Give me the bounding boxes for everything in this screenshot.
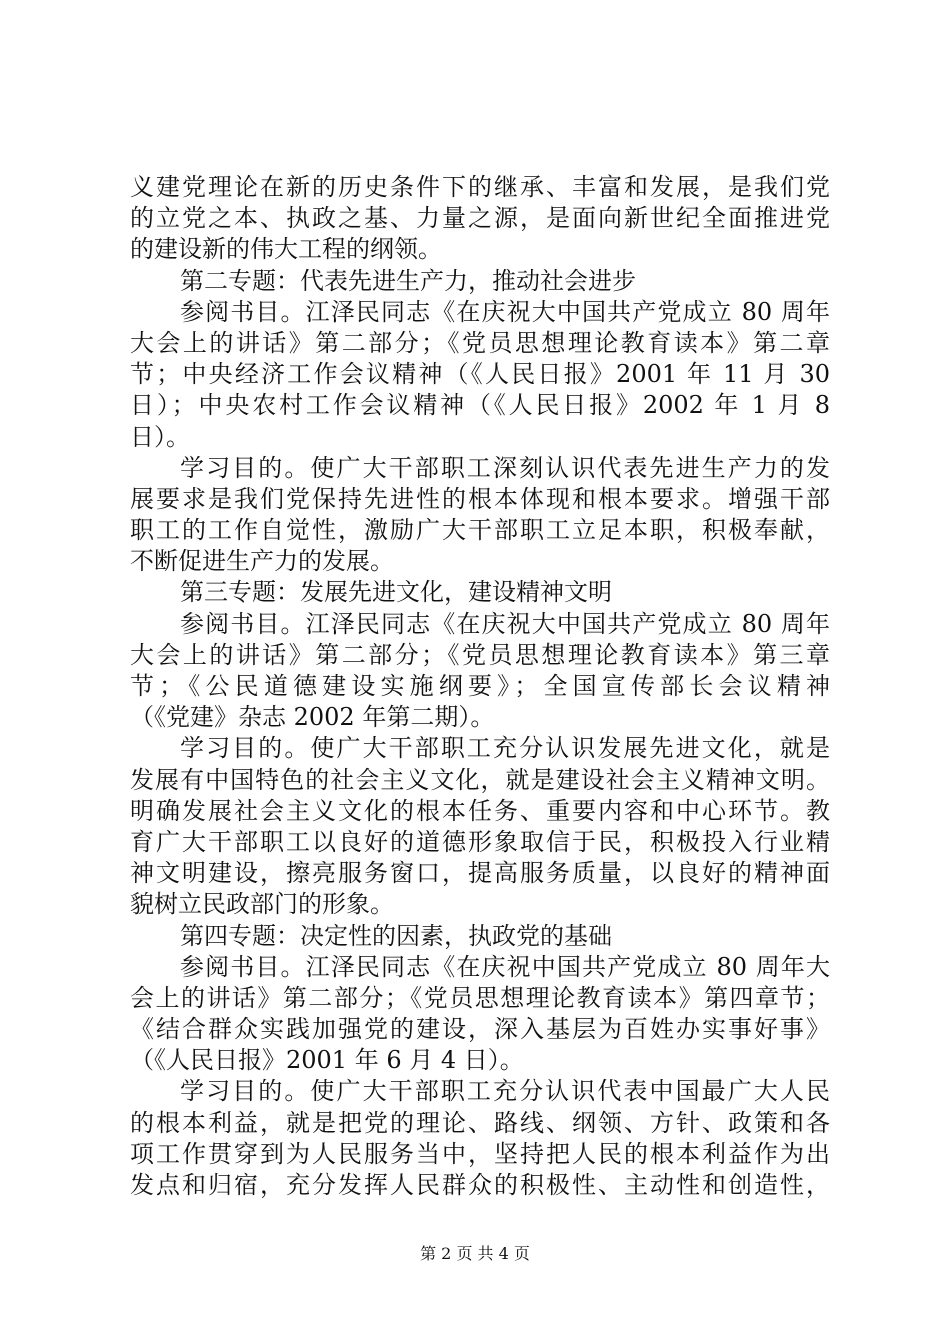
text-line: 发展有中国特色的社会主义文化，就是建设社会主义精神文明。 (130, 765, 830, 794)
text-line: （《人民日报》2001 年 6 月 4 日）。 (130, 1046, 524, 1075)
text-line: 项工作贯穿到为人民服务当中，坚持把人民的根本利益作为出 (130, 1139, 830, 1168)
text-line: 参阅书目。江泽民同志《在庆祝中国共产党成立 80 周年大 (180, 952, 830, 981)
text-line: 会上的讲话》第二部分；《党员思想理论教育读本》第四章节； (130, 983, 830, 1012)
text-line: 日）；中央农村工作会议精神（《人民日报》2002 年 1 月 8 (130, 391, 830, 420)
text-line: 节；《公民道德建设实施纲要》；全国宣传部长会议精神 (130, 672, 830, 700)
text-line: 《结合群众实践加强党的建设，深入基层为百姓办实事好事》 (130, 1015, 830, 1044)
text-line: 不断促进生产力的发展。 (130, 547, 394, 576)
text-line: 育广大干部职工以良好的道德形象取信于民，积极投入行业精 (130, 827, 830, 856)
text-line: 学习目的。使广大干部职工充分认识代表中国最广大人民 (180, 1077, 830, 1106)
text-line: 展要求是我们党保持先进性的根本体现和根本要求。增强干部 (130, 484, 830, 513)
text-line: 貌树立民政部门的形象。 (130, 890, 394, 919)
text-line: 神文明建设，擦亮服务窗口，提高服务质量，以良好的精神面 (130, 859, 830, 888)
text-line: 职工的工作自觉性，激励广大干部职工立足本职，积极奉献， (130, 516, 830, 545)
page-footer: 第 2 页 共 4 页 (420, 1244, 530, 1263)
text-line: 参阅书目。江泽民同志《在庆祝大中国共产党成立 80 周年 (180, 609, 830, 638)
text-line: 节；中央经济工作会议精神（《人民日报》2001 年 11 月 30 (130, 360, 830, 389)
text-line: 义建党理论在新的历史条件下的继承、丰富和发展，是我们党 (130, 173, 830, 201)
text-line: 明确发展社会主义文化的根本任务、重要内容和中心环节。教 (130, 796, 830, 825)
text-line: 大会上的讲话》第二部分；《党员思想理论教育读本》第三章 (130, 640, 830, 669)
document-body (130, 172, 830, 1201)
text-line: 的根本利益，就是把党的理论、路线、纲领、方针、政策和各 (130, 1108, 830, 1137)
text-line: 第二专题：代表先进生产力，推动社会进步 (180, 266, 636, 295)
text-line: 第三专题：发展先进文化，建设精神文明 (180, 578, 612, 607)
text-line: （《党建》杂志 2002 年第二期）。 (130, 703, 495, 732)
text-line: 参阅书目。江泽民同志《在庆祝大中国共产党成立 80 周年 (180, 297, 830, 326)
text-line: 的建设新的伟大工程的纲领。 (130, 235, 442, 264)
text-line: 的立党之本、执政之基、力量之源，是面向新世纪全面推进党 (130, 204, 830, 233)
text-line: 发点和归宿，充分发挥人民群众的积极性、主动性和创造性， (130, 1171, 830, 1199)
text-line: 学习目的。使广大干部职工深刻认识代表先进生产力的发 (180, 453, 830, 482)
text-line: 大会上的讲话》第二部分；《党员思想理论教育读本》第二章 (130, 328, 830, 357)
text-line: 日）。 (130, 422, 190, 451)
text-line: 学习目的。使广大干部职工充分认识发展先进文化，就是 (180, 734, 830, 763)
text-line: 第四专题：决定性的因素，执政党的基础 (180, 921, 612, 950)
